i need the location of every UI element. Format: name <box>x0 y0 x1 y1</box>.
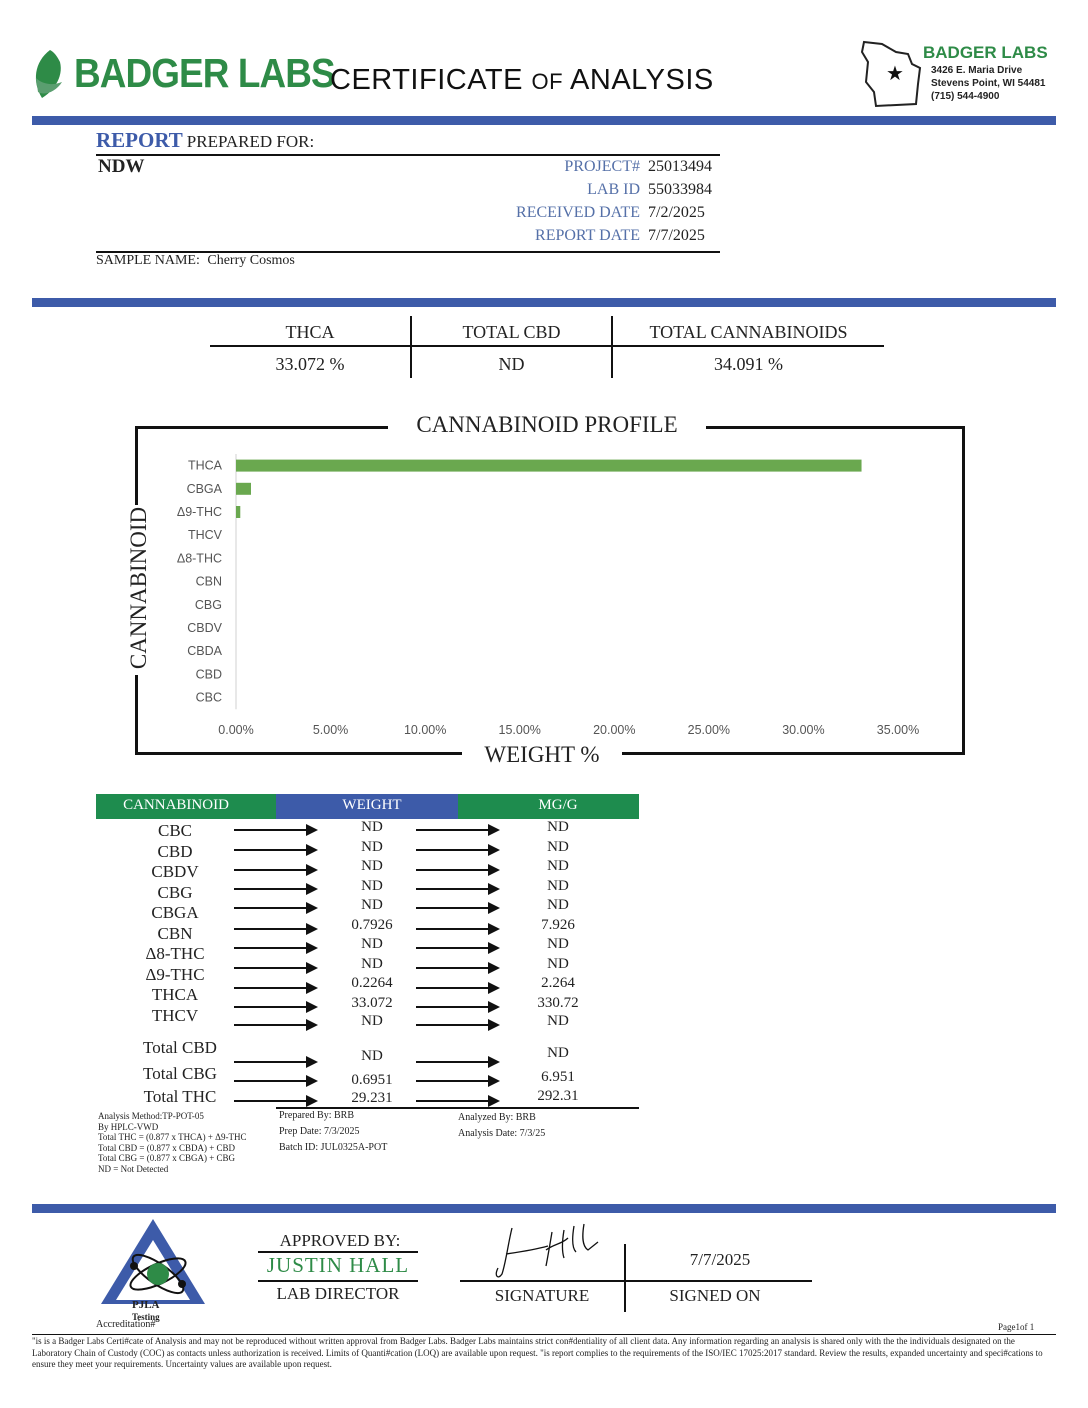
document-title: CERTIFICATE OF ANALYSIS <box>330 64 714 96</box>
divider-bar <box>32 116 1056 125</box>
mgg-value: ND <box>547 858 569 874</box>
chart-category-label: CBGA <box>186 481 222 496</box>
cannabinoid-name: CBGA <box>151 903 199 922</box>
cannabinoid-name: CBD <box>157 841 193 861</box>
approver-name: JUSTIN HALL <box>266 1253 410 1277</box>
cannabinoid-name: Δ9-THC <box>145 964 205 984</box>
arrow-icon <box>416 888 498 890</box>
sample-name: SAMPLE NAME: Cherry Cosmos <box>96 253 295 268</box>
arrow-icon <box>416 1061 498 1063</box>
weight-value: ND <box>361 897 383 913</box>
chart-category-label: Δ9-THC <box>176 505 222 519</box>
arrow-icon <box>234 1100 316 1102</box>
footer-rule <box>32 1334 1056 1335</box>
summary-rule <box>210 345 884 347</box>
mgg-value: ND <box>547 839 569 855</box>
arrow-icon <box>416 967 498 969</box>
chart-category-label: CBN <box>195 574 222 589</box>
pjla-logo-icon <box>98 1216 208 1306</box>
chart-bar <box>236 483 251 495</box>
total-weight: ND <box>361 1048 383 1064</box>
chart-category-label: CBG <box>194 597 222 612</box>
chart-title: CANNABINOID PROFILE <box>388 412 706 438</box>
results-header-cannabinoid-text: CANNABINOID <box>123 797 229 813</box>
method-note: Analysis Method:TP-POT-05 <box>98 1111 204 1121</box>
approved-by-label: APPROVED BY: <box>279 1231 401 1250</box>
chart-bar <box>236 506 240 518</box>
report-field-row: PROJECT# 25013494 <box>564 158 712 175</box>
method-note: Analyzed By: BRB <box>458 1112 536 1123</box>
divider-bar <box>32 298 1056 307</box>
chart-y-axis-label: CANNABINOID <box>126 506 151 670</box>
summary-value-total-cannabinoids: 34.091 % <box>714 354 783 374</box>
cannabinoid-name: CBDV <box>151 862 199 881</box>
signature-separator <box>624 1244 626 1312</box>
pjla-sub: Testing <box>132 1312 160 1322</box>
divider-line <box>96 154 720 156</box>
chart-tick-label: 30.00% <box>782 723 825 738</box>
chart-category-label: CBC <box>195 690 222 705</box>
arrow-icon <box>234 1080 316 1082</box>
cannabinoid-name: CBN <box>157 923 193 943</box>
arrow-icon <box>416 869 498 871</box>
method-note: Batch ID: JUL0325A-POT <box>279 1142 388 1153</box>
mgg-value: ND <box>547 819 569 835</box>
report-field-row: RECEIVED DATE 7/2/2025 <box>516 204 705 221</box>
client-name: NDW <box>98 156 145 177</box>
arrow-icon <box>416 1006 498 1008</box>
chart-category-label: CBD <box>195 667 222 682</box>
chart-category-label: CBDV <box>187 621 222 635</box>
total-mgg: 6.951 <box>541 1069 575 1085</box>
wisconsin-map-icon <box>856 38 928 110</box>
chart-tick-label: 0.00% <box>218 723 254 738</box>
contact-address1: 3426 E. Maria Drive <box>931 65 1023 76</box>
summary-header-thca: THCA <box>285 322 335 342</box>
signed-on-label: SIGNED ON <box>669 1286 761 1305</box>
total-weight: 29.231 <box>351 1090 393 1106</box>
cannabinoid-name: Δ8-THC <box>145 944 205 963</box>
cannabinoid-name: CBC <box>157 821 193 840</box>
total-name: Total CBG <box>143 1064 217 1083</box>
total-name: Total THC <box>143 1087 217 1106</box>
weight-value: ND <box>361 858 383 874</box>
arrow-icon <box>234 967 316 969</box>
contact-address2: Stevens Point, WI 54481 <box>931 78 1046 89</box>
total-name: Total CBD <box>143 1038 217 1057</box>
page-number: Page1of 1 <box>998 1322 1035 1332</box>
report-prepared-for: REPORT PREPARED FOR: <box>96 128 315 152</box>
disclaimer-text: "is is a Badger Labs Certi#cate of Analysis and may not be reproduced without written approval from Badger Labs. Badger Labs maintains strict con#dentiality of all client data. Any information regarding an analysis is shared only with the the individuals designated on the Laboratory Chain of Custody (COC) as contacts unless authorization is received. Limits of Quanti#cation (LOQ) are available upon request. "is report complies to the requirements of the ISO/IEC 17025:2017 standard. Review the results, expanded uncertainty and speci#cations to ensure they meet your requirements. Uncertainty values are available upon request. <box>32 1336 1043 1369</box>
chart-y-axis-label-wrap <box>122 505 156 675</box>
arrow-icon <box>234 1061 316 1063</box>
signature-rule <box>460 1280 812 1282</box>
weight-value: ND <box>361 819 383 835</box>
pjla-accreditation-logo <box>98 1216 208 1326</box>
weight-value: ND <box>361 1013 383 1029</box>
chart-tick-label: 15.00% <box>498 723 541 738</box>
weight-value: 0.2264 <box>351 975 393 991</box>
arrow-icon <box>234 849 316 851</box>
method-note: Analysis Date: 7/3/25 <box>458 1128 546 1139</box>
svg-text:★: ★ <box>886 63 904 85</box>
weight-value: ND <box>361 956 383 972</box>
leaf-icon <box>30 48 70 102</box>
arrow-icon <box>416 829 498 831</box>
chart-tick-label: 5.00% <box>312 723 349 738</box>
chart-category-label: THCV <box>187 528 222 543</box>
badger-labs-logo <box>30 48 335 104</box>
mgg-value: 2.264 <box>541 975 575 991</box>
mgg-value: ND <box>547 936 569 952</box>
approver-title: LAB DIRECTOR <box>276 1284 400 1303</box>
method-note: Total THC = (0.877 x THCA) + Δ9-THC <box>98 1132 247 1142</box>
signed-date: 7/7/2025 <box>689 1250 751 1269</box>
mgg-value: ND <box>547 1013 569 1029</box>
mgg-value: ND <box>547 878 569 894</box>
chart-category-label: THCA <box>187 458 222 473</box>
method-note: Total CBG = (0.877 x CBGA) + CBG <box>98 1153 236 1163</box>
summary-header-total-cannabinoids: TOTAL CANNABINOIDS <box>649 322 848 342</box>
report-field-row: REPORT DATE 7/7/2025 <box>535 227 705 244</box>
mgg-value: 330.72 <box>537 995 579 1011</box>
contact-phone: (715) 544-4900 <box>931 91 1000 102</box>
chart-tick-label: 25.00% <box>687 723 731 738</box>
chart-category-label: Δ8-THC <box>176 551 222 566</box>
summary-value-total-cbd: ND <box>498 354 525 374</box>
chart-tick-label: 35.00% <box>876 723 920 738</box>
cannabinoid-name: THCV <box>151 1005 199 1025</box>
arrow-icon <box>416 987 498 989</box>
arrow-icon <box>234 1006 316 1008</box>
accreditation-label: Accreditation# <box>96 1319 156 1330</box>
weight-value: ND <box>361 936 383 952</box>
divider-bar <box>32 1204 1056 1213</box>
pjla-label: PJLA <box>132 1299 160 1311</box>
mgg-value: ND <box>547 897 569 913</box>
method-notes-col3 <box>458 1110 628 1142</box>
method-note: Total CBD = (0.877 x CBDA) + CBD <box>98 1142 236 1153</box>
method-note: By HPLC-VWD <box>98 1121 159 1132</box>
weight-value: ND <box>361 878 383 894</box>
total-weight: 0.6951 <box>351 1072 393 1088</box>
method-note: Prep Date: 7/3/2025 <box>279 1126 360 1137</box>
chart-bar <box>236 460 862 472</box>
method-notes-col2 <box>279 1108 449 1156</box>
summary-value-thca: 33.072 % <box>275 354 345 374</box>
mgg-value: 7.926 <box>541 917 575 933</box>
arrow-icon <box>416 1100 498 1102</box>
arrow-icon <box>234 1024 316 1026</box>
lab-contact-block <box>856 38 1056 116</box>
cannabinoid-profile-chart <box>160 452 940 744</box>
approval-rule <box>258 1280 418 1282</box>
weight-value: 0.7926 <box>351 917 393 933</box>
logo-text: BADGER LABS <box>74 50 335 96</box>
arrow-icon <box>234 947 316 949</box>
chart-category-label: CBDA <box>187 644 222 659</box>
report-field-row: LAB ID 55033984 <box>587 181 712 198</box>
method-note: ND = Not Detected <box>98 1163 169 1174</box>
weight-value: 33.072 <box>351 995 393 1011</box>
method-notes-col1 <box>98 1111 278 1174</box>
chart-tick-label: 10.00% <box>403 723 447 738</box>
summary-table <box>210 316 884 378</box>
contact-lab-name: BADGER LABS <box>923 43 1048 62</box>
method-note: Prepared By: BRB <box>279 1110 354 1121</box>
arrow-icon <box>234 907 316 909</box>
arrow-icon <box>234 928 316 930</box>
cannabinoid-name: THCA <box>151 985 199 1004</box>
total-mgg: ND <box>547 1045 569 1061</box>
weight-value: ND <box>361 839 383 855</box>
cannabinoid-name: CBG <box>157 882 193 902</box>
chart-tick-label: 20.00% <box>593 723 636 738</box>
signature-image <box>490 1222 610 1282</box>
arrow-icon <box>416 947 498 949</box>
arrow-icon <box>234 987 316 989</box>
total-mgg: 292.31 <box>537 1088 579 1104</box>
mgg-value: ND <box>547 956 569 972</box>
arrow-icon <box>416 849 498 851</box>
results-header-weight-text: WEIGHT <box>342 797 402 813</box>
arrow-icon <box>416 1080 498 1082</box>
arrow-icon <box>234 869 316 871</box>
signature-label: SIGNATURE <box>494 1286 590 1305</box>
arrow-icon <box>234 888 316 890</box>
arrow-icon <box>416 907 498 909</box>
arrow-icon <box>234 829 316 831</box>
summary-header-total-cbd: TOTAL CBD <box>462 322 561 342</box>
arrow-icon <box>416 1024 498 1026</box>
chart-x-axis-label: WEIGHT % <box>462 742 622 768</box>
arrow-icon <box>416 928 498 930</box>
results-header-mgg-text: MG/G <box>538 797 578 813</box>
